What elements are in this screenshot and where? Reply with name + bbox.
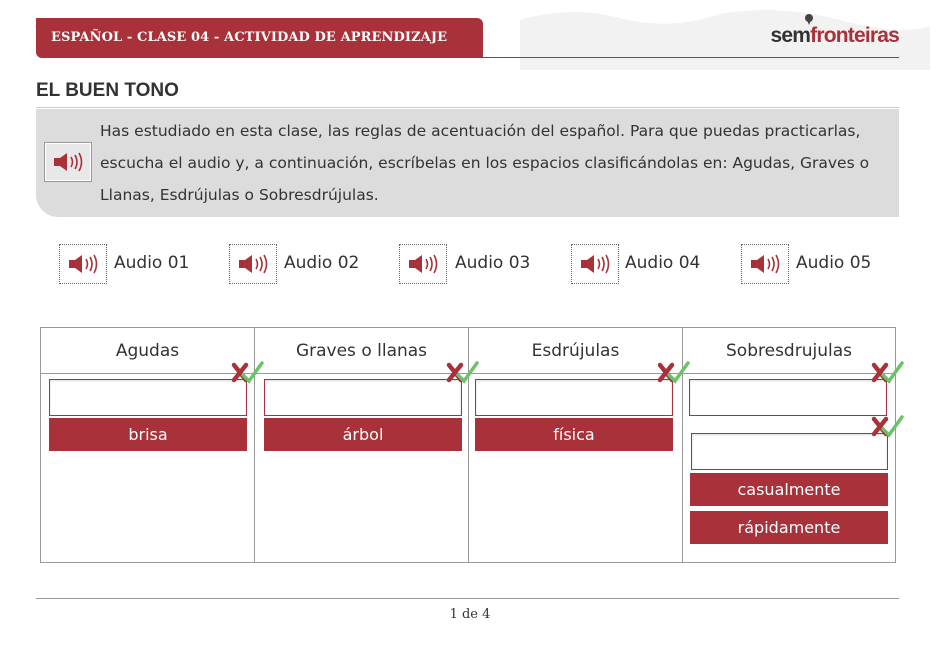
page-indicator: 1 de 4 [449, 607, 491, 622]
column-header: Esdrújulas [469, 328, 682, 374]
brand-text-fronteiras: fronteiras [810, 24, 899, 47]
instructions-panel [36, 109, 899, 217]
audio-05-label: Audio 05 [796, 253, 872, 273]
audio-02-label: Audio 02 [284, 253, 360, 273]
banner-title: ESPAÑOL - CLASE 04 - ACTIVIDAD DE APRENDIZAJE [51, 30, 448, 45]
brand-logo [771, 14, 900, 46]
audio-01-button[interactable] [59, 244, 107, 284]
speaker-icon [749, 253, 781, 275]
audio-03-button[interactable] [399, 244, 447, 284]
column-graves [255, 328, 469, 562]
location-pin-icon [805, 14, 813, 22]
column-header: Graves o llanas [255, 328, 468, 374]
word-chip[interactable]: rápidamente [690, 511, 888, 544]
audio-04-button[interactable] [571, 244, 619, 284]
answer-input-graves[interactable] [264, 379, 462, 416]
column-agudas [41, 328, 255, 562]
column-header: Sobresdrujulas [683, 328, 895, 374]
column-sobresdrujulas [683, 328, 895, 562]
speaker-icon [67, 253, 99, 275]
footer-divider [36, 598, 899, 599]
audio-01-label: Audio 01 [114, 253, 190, 273]
answer-input-sobresdrujulas-1[interactable] [689, 379, 887, 416]
speaker-icon [579, 253, 611, 275]
column-esdrujulas [469, 328, 683, 562]
instructions-text: Has estudiado en esta clase, las reglas de acentuación del español. Para que puedas practicarlas, escucha el audio y, a continuación, escríbelas en los espacios clasificándolas en: Agudas, Graves o Llanas, Esdrújulas o Sobresdrújulas. [100, 122, 870, 204]
audio-02-button[interactable] [229, 244, 277, 284]
word-chip[interactable]: árbol [264, 418, 462, 451]
audio-03-label: Audio 03 [455, 253, 531, 273]
check-cross-icon [871, 360, 905, 386]
speaker-icon [237, 253, 269, 275]
title-divider [36, 107, 899, 108]
classification-grid [40, 327, 896, 563]
activity-title: EL BUEN TONO [36, 80, 179, 101]
brand-text-sem: sem [770, 24, 811, 47]
header-banner [36, 18, 483, 58]
audio-05-button[interactable] [741, 244, 789, 284]
header-divider [483, 57, 899, 58]
column-header: Agudas [41, 328, 254, 374]
check-cross-icon [871, 414, 905, 440]
speaker-icon [407, 253, 439, 275]
instructions-audio-button[interactable] [44, 142, 92, 182]
answer-input-esdrujulas[interactable] [475, 379, 673, 416]
answer-input-agudas[interactable] [49, 379, 247, 416]
answer-input-sobresdrujulas-2[interactable] [691, 433, 888, 470]
audio-04-label: Audio 04 [625, 253, 701, 273]
word-chip[interactable]: física [475, 418, 673, 451]
word-chip[interactable]: casualmente [690, 473, 888, 506]
speaker-icon [52, 151, 84, 173]
word-chip[interactable]: brisa [49, 418, 247, 451]
